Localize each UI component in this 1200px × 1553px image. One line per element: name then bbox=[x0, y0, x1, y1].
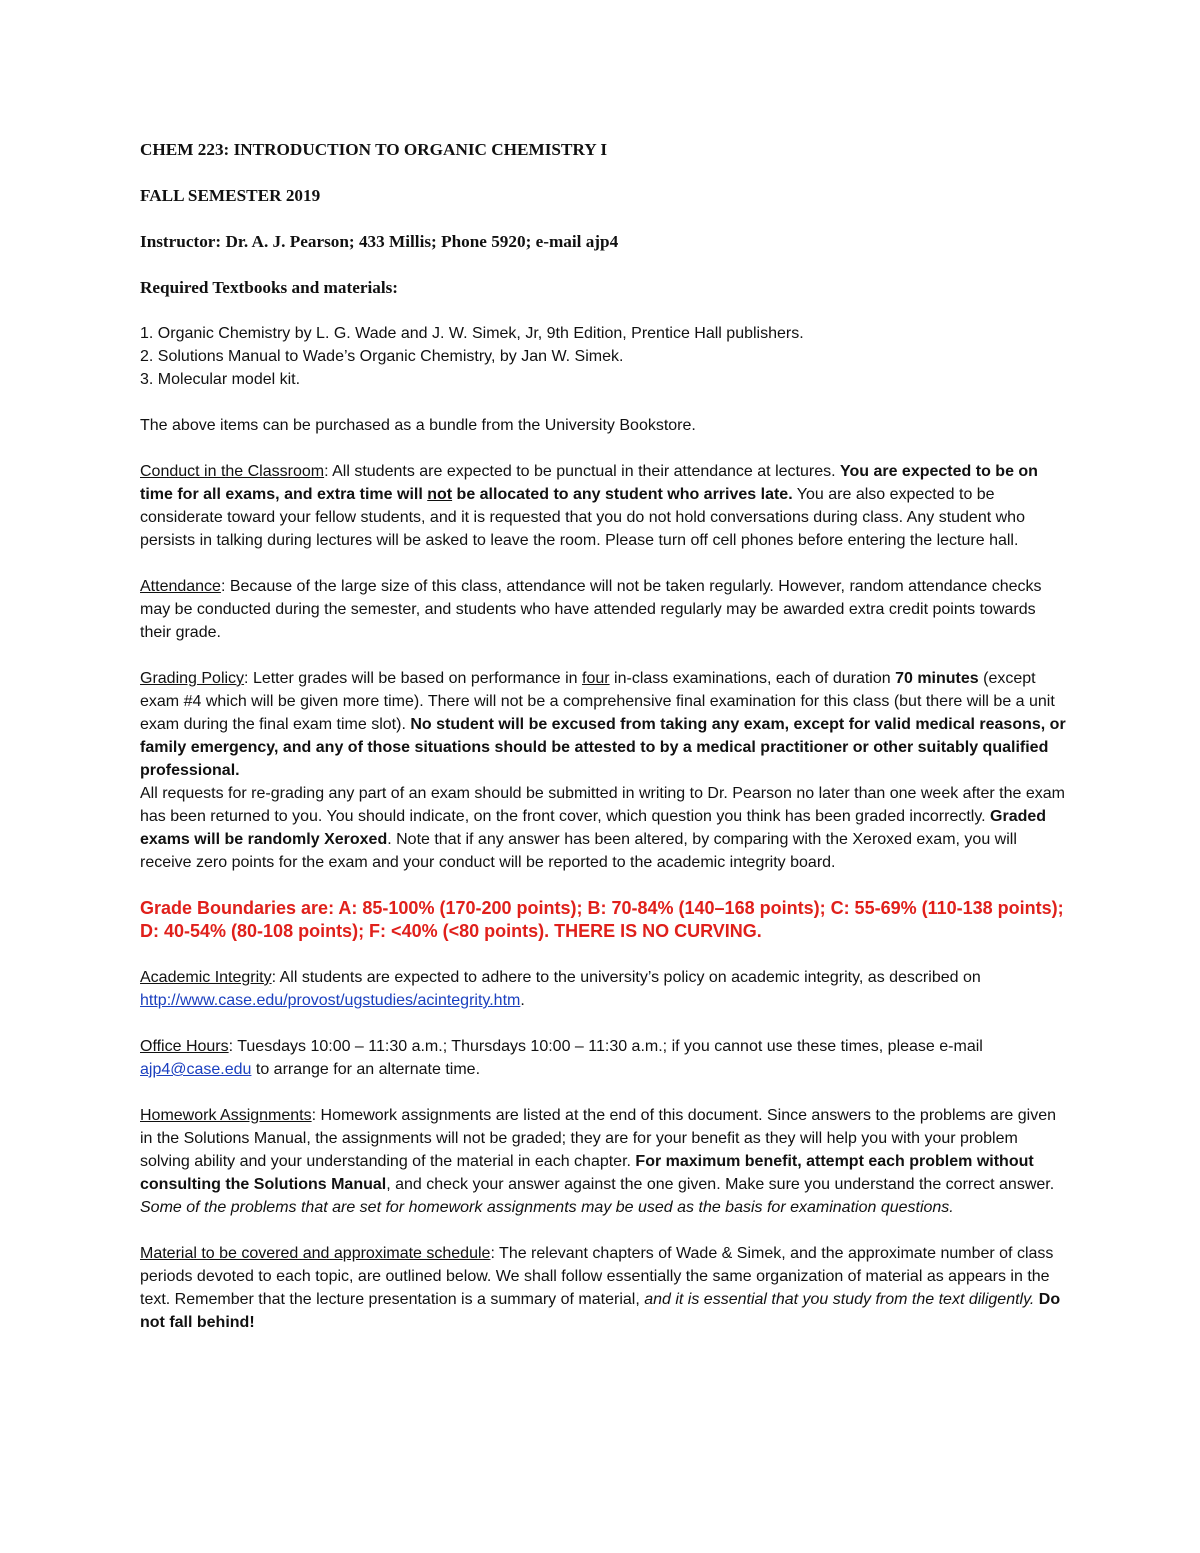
regrade-paragraph bbox=[140, 782, 1070, 874]
grading-bold-1: 70 minutes bbox=[895, 670, 979, 687]
textbook-list bbox=[140, 322, 1070, 391]
attendance-section bbox=[140, 575, 1070, 644]
homework-italic-1: Some of the problems that are set for homework assignments may be used as the basis for examination questions. bbox=[140, 1199, 954, 1216]
integrity-text-2: . bbox=[520, 992, 525, 1009]
homework-text-2: , and check your answer against the one given. Make sure you understand the correct answer. bbox=[386, 1176, 1055, 1193]
conduct-section bbox=[140, 460, 1070, 552]
integrity-policy-link[interactable]: http://www.case.edu/provost/ugstudies/acintegrity.htm bbox=[140, 992, 521, 1009]
grading-text-5: . Note that if any answer has been altered, by comparing with the Xeroxed exam, you will receive zero points for the exam and your conduct will be reported to the academic integrity board. bbox=[140, 831, 1017, 871]
grade-boundaries: Grade Boundaries are: A: 85-100% (170-200 points); B: 70-84% (140–168 points); C: 55-69% (110-138 points); D: 40-54% (80-108 points); F: <40% (<80 points). THERE IS NO CURVING. bbox=[140, 898, 1064, 941]
homework-bold-1: For maximum benefit, attempt each problem without consulting the Solutions Manual bbox=[140, 1153, 1034, 1193]
textbook-item: 1. Organic Chemistry by L. G. Wade and J. W. Simek, Jr, 9th Edition, Prentice Hall publishers. bbox=[140, 325, 804, 342]
grading-bold-2: No student will be excused from taking any exam, except for valid medical reasons, or family emergency, and any of those situations should be attested to by a medical practitioner or other suitably qualified professional. bbox=[140, 716, 1066, 779]
semester: FALL SEMESTER 2019 bbox=[140, 186, 321, 205]
homework-section bbox=[140, 1104, 1070, 1219]
grading-bold-3: Graded exams will be randomly Xeroxed bbox=[140, 808, 1047, 848]
attendance-heading: Attendance bbox=[140, 578, 221, 595]
grading-text-2: in-class examinations, each of duration bbox=[609, 670, 896, 687]
conduct-text-2: You are also expected to be considerate toward your fellow students, and it is requested that you do not hold conversations during class. Any student who persists in talking during lectures will be asked to leave the room. Please turn off cell phones before entering the lecture hall. bbox=[140, 486, 1025, 549]
material-italic-1: and it is essential that you study from the text diligently. bbox=[644, 1291, 1035, 1308]
grading-four: four bbox=[582, 670, 610, 687]
grading-section bbox=[140, 667, 1070, 874]
course-title: CHEM 223: INTRODUCTION TO ORGANIC CHEMISTRY I bbox=[140, 140, 608, 159]
bookstore-note: The above items can be purchased as a bundle from the University Bookstore. bbox=[140, 417, 696, 434]
material-section bbox=[140, 1242, 1070, 1334]
conduct-bold-1: You are expected to be on time for all exams, and extra time will bbox=[140, 463, 1038, 503]
material-heading: Material to be covered and approximate schedule bbox=[140, 1245, 491, 1262]
conduct-text-1: : All students are expected to be punctual in their attendance at lectures. bbox=[324, 463, 840, 480]
office-hours-text-2: to arrange for an alternate time. bbox=[251, 1061, 481, 1078]
instructor-email-link[interactable]: ajp4@case.edu bbox=[140, 1061, 252, 1078]
office-hours-section bbox=[140, 1035, 1070, 1081]
attendance-text: : Because of the large size of this class, attendance will not be taken regularly. However, random attendance checks may be conducted during the semester, and students who have attended regularly may be awarded extra credit points towards their grade. bbox=[140, 578, 1042, 641]
textbook-item: 2. Solutions Manual to Wade’s Organic Chemistry, by Jan W. Simek. bbox=[140, 348, 624, 365]
grading-text-3: (except exam #4 which will be given more time). There will not be a comprehensive final examination for this class (but there will be a unit exam during the final exam time slot). bbox=[140, 670, 1055, 733]
material-text-1: : The relevant chapters of Wade & Simek, and the approximate number of class periods devoted to each topic, are outlined below. We shall follow essentially the same organization of material as appears in the text. Remember that the lecture presentation is a summary of material, bbox=[140, 1245, 1054, 1308]
grading-heading: Grading Policy bbox=[140, 670, 245, 687]
material-bold-1: Do not fall behind! bbox=[140, 1291, 1061, 1331]
grading-text-1: : Letter grades will be based on performance in bbox=[244, 670, 583, 687]
office-hours-text-1: : Tuesdays 10:00 – 11:30 a.m.; Thursdays 10:00 – 11:30 a.m.; if you cannot use these times, please e-mail bbox=[228, 1038, 983, 1055]
office-hours-heading: Office Hours bbox=[140, 1038, 229, 1055]
textbooks-heading: Required Textbooks and materials: bbox=[140, 278, 399, 297]
integrity-heading: Academic Integrity bbox=[140, 969, 272, 986]
grading-text-4: All requests for re-grading any part of an exam should be submitted in writing to Dr. Pearson no later than one week after the exam has been returned to you. You should indicate, on the front cover, which question you think has been graded incorrectly. bbox=[140, 785, 1065, 825]
integrity-section bbox=[140, 966, 1070, 1012]
conduct-heading: Conduct in the Classroom bbox=[140, 463, 325, 480]
syllabus-page bbox=[140, 138, 1070, 1334]
conduct-bold-not: not bbox=[427, 486, 453, 503]
integrity-text-1: : All students are expected to adhere to the university’s policy on academic integrity, as described on bbox=[271, 969, 981, 986]
instructor-info: Instructor: Dr. A. J. Pearson; 433 Millis; Phone 5920; e-mail ajp4 bbox=[140, 232, 619, 251]
homework-text-1: : Homework assignments are listed at the end of this document. Since answers to the problems are given in the Solutions Manual, the assignments will not be graded; they are for your benefit as they will help you with your problem solving ability and your understanding of the material in each chapter. bbox=[140, 1107, 1056, 1170]
conduct-bold-2: be allocated to any student who arrives late. bbox=[452, 486, 793, 503]
textbook-item: 3. Molecular model kit. bbox=[140, 371, 301, 388]
homework-heading: Homework Assignments bbox=[140, 1107, 312, 1124]
